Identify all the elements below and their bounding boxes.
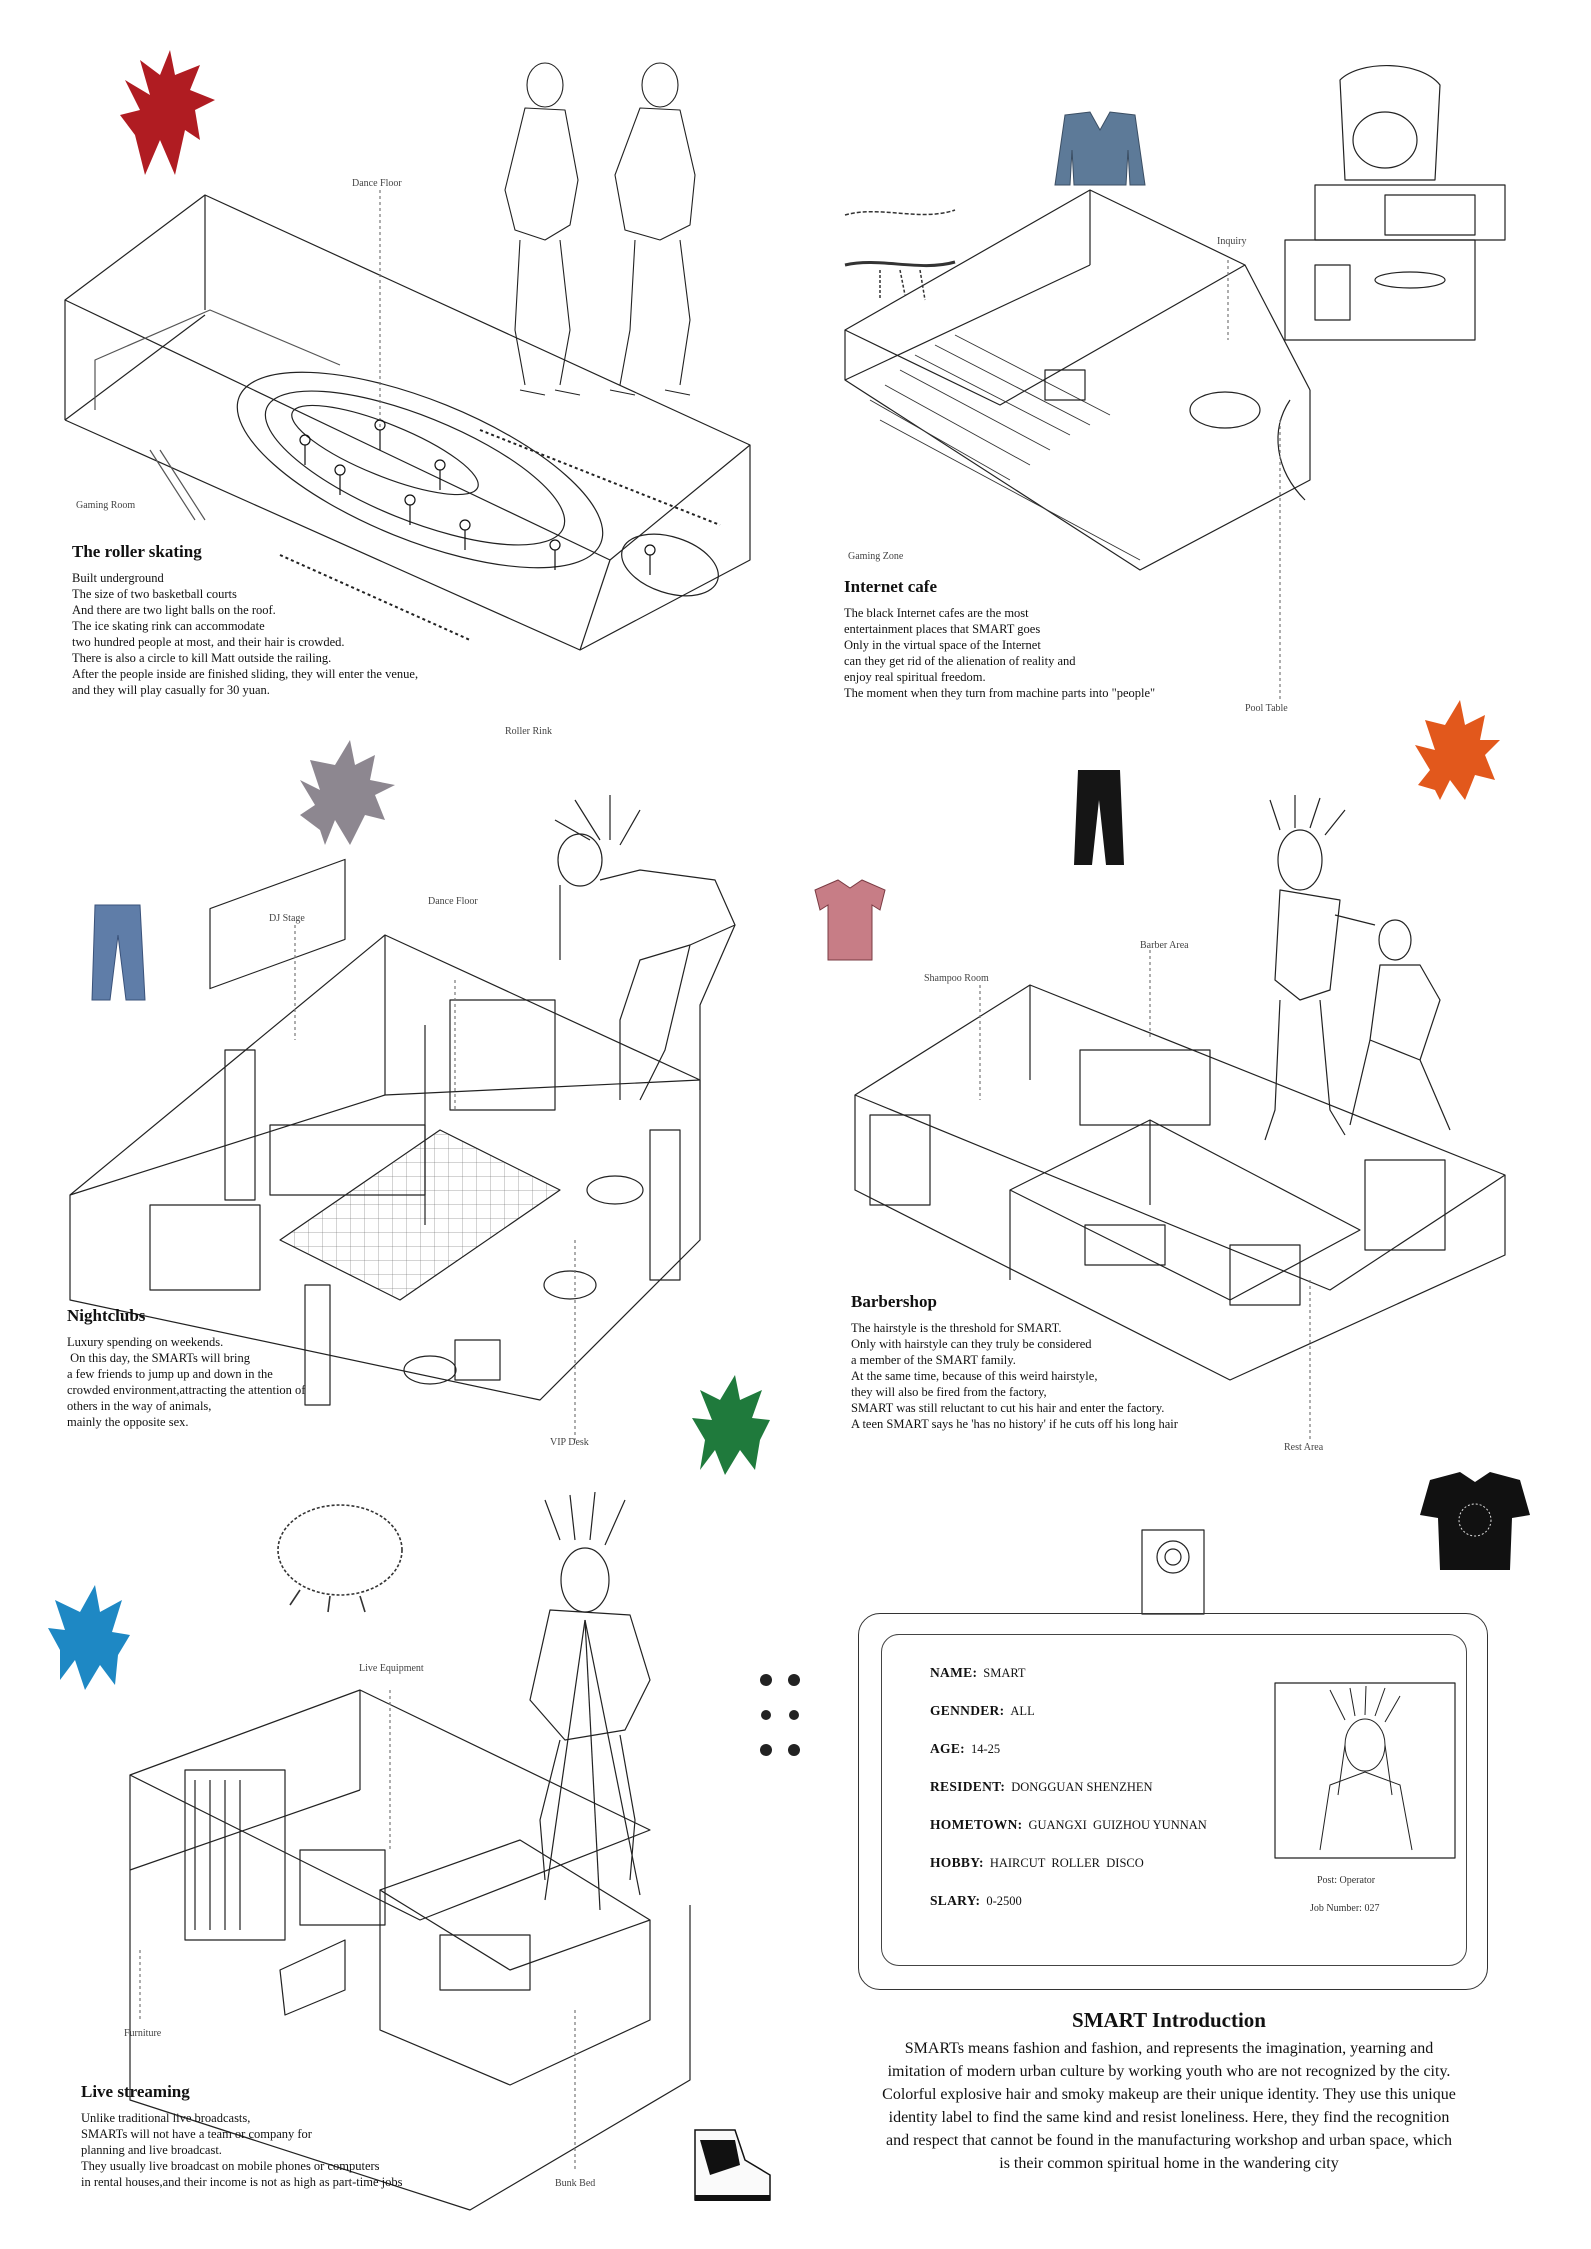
- field-key: HOMETOWN:: [930, 1817, 1023, 1832]
- text-line: Built underground: [72, 571, 164, 585]
- text-line: The ice skating rink can accommodate: [72, 619, 265, 633]
- gaming-zone-label: Gaming Zone: [848, 551, 904, 562]
- field-value: DONGGUAN SHENZHEN: [1011, 1780, 1153, 1794]
- field-salary: [930, 1893, 1022, 1909]
- intro-line: is their common spiritual home in the wandering city: [999, 2155, 1339, 2172]
- rest-area-label: Rest Area: [1284, 1442, 1324, 1453]
- vip-desk-label: VIP Desk: [550, 1437, 589, 1448]
- barber-area-label: Barber Area: [1140, 940, 1189, 951]
- intro-line: Colorful explosive hair and smoky makeup are their unique identity. They use this unique: [882, 2086, 1456, 2103]
- inquiry-label: Inquiry: [1217, 236, 1247, 247]
- wig-blue-icon: [48, 1585, 130, 1690]
- text-line: a member of the SMART family.: [851, 1353, 1016, 1367]
- ripped-jeans-icon: [92, 905, 145, 1000]
- bunk-bed-label: Bunk Bed: [555, 2178, 596, 2189]
- field-value: GUANGXI GUIZHOU YUNNAN: [1028, 1818, 1207, 1832]
- intro-title: SMART Introduction: [1072, 2008, 1266, 2032]
- field-value: ALL: [1010, 1704, 1035, 1718]
- wig-orange-icon: [1415, 700, 1500, 800]
- black-tshirt-icon: [1420, 1472, 1530, 1570]
- roller-rink-label: Roller Rink: [505, 726, 552, 737]
- id-card-inner: [881, 1634, 1467, 1966]
- shampoo-room-label: Shampoo Room: [924, 973, 989, 984]
- denim-jacket-icon: [1055, 112, 1145, 185]
- chain-belt-icon: [845, 210, 955, 300]
- live-equipment-label: Live Equipment: [359, 1663, 424, 1674]
- live-streaming-section: [81, 2082, 461, 2190]
- text-line: two hundred people at most, and their hair is crowded.: [72, 635, 345, 649]
- necklace-icon: [278, 1505, 402, 1612]
- wig-gray-icon: [300, 740, 395, 845]
- text-line: SMART was still reluctant to cut his hair and enter the factory.: [851, 1401, 1165, 1415]
- internet-cafe-section: [844, 577, 1244, 701]
- intro-line: and respect that cannot be found in the manufacturing workshop and urban space, which: [885, 2132, 1453, 2149]
- section-title: Nightclubs: [67, 1306, 146, 1325]
- text-line: entertainment places that SMART goes: [844, 622, 1041, 636]
- field-key: NAME:: [930, 1665, 978, 1680]
- pool-table-label: Pool Table: [1245, 703, 1288, 714]
- text-line: There is also a circle to kill Matt outside the railing.: [72, 651, 332, 665]
- sneaker-icon: [695, 2130, 770, 2201]
- text-line: Luxury spending on weekends.: [67, 1335, 224, 1349]
- field-key: RESIDENT:: [930, 1779, 1006, 1794]
- text-line: can they get rid of the alienation of reality and: [844, 654, 1076, 668]
- text-line: They usually live broadcast on mobile phones or computers: [81, 2159, 380, 2173]
- text-line: Unlike traditional live broadcasts,: [81, 2111, 251, 2125]
- text-line: A teen SMART says he 'has no history' if he cuts off his long hair: [851, 1417, 1178, 1431]
- dance-floor-2-label: Dance Floor: [428, 896, 478, 907]
- section-title: Internet cafe: [844, 577, 937, 596]
- field-hobby: [930, 1855, 1144, 1871]
- text-line: The black Internet cafes are the most: [844, 606, 1029, 620]
- text-line: The size of two basketball courts: [72, 587, 237, 601]
- field-key: AGE:: [930, 1741, 965, 1756]
- text-line: others in the way of animals,: [67, 1399, 212, 1413]
- field-value: 0-2500: [986, 1894, 1022, 1908]
- job-number-label: Job Number: 027: [1310, 1903, 1380, 1914]
- text-line: they will also be fired from the factory,: [851, 1385, 1047, 1399]
- text-line: a few friends to jump up and down in the: [67, 1367, 273, 1381]
- intro-line: imitation of modern urban culture by working youth who are not recognized by the city.: [887, 2063, 1451, 2080]
- text-line: enjoy real spiritual freedom.: [844, 670, 986, 684]
- wig-green-icon: [692, 1375, 770, 1475]
- intro-line: identity label to find the same kind and resist loneliness. Here, they find the recognition: [888, 2109, 1450, 2126]
- field-gender: [930, 1703, 1035, 1719]
- earring-icon: [760, 1674, 800, 1756]
- field-name: [930, 1665, 1026, 1681]
- barbershop-section: [851, 1292, 1251, 1432]
- intro-line: SMARTs means fashion and fashion, and represents the imagination, yearning and: [904, 2040, 1434, 2057]
- field-value: SMART: [983, 1666, 1026, 1680]
- field-key: GENNDER:: [930, 1703, 1005, 1718]
- field-key: SLARY:: [930, 1893, 981, 1908]
- black-jeans-icon: [1074, 770, 1124, 865]
- field-resident: [930, 1779, 1153, 1795]
- section-title: Barbershop: [851, 1292, 937, 1311]
- text-line: The hairstyle is the threshold for SMART.: [851, 1321, 1062, 1335]
- nightclubs-section: [67, 1306, 387, 1430]
- field-value: HAIRCUT ROLLER DISCO: [989, 1856, 1144, 1870]
- text-line: The moment when they turn from machine parts into "people": [844, 686, 1156, 700]
- furniture-label: Furniture: [124, 2028, 162, 2039]
- smart-introduction: [824, 2008, 1514, 2175]
- field-age: [930, 1741, 1000, 1757]
- text-line: crowded environment,attracting the attention of: [67, 1383, 306, 1397]
- gaming-room-label: Gaming Room: [76, 500, 136, 511]
- dance-floor-label: Dance Floor: [352, 178, 402, 189]
- wig-red-icon: [120, 50, 215, 175]
- field-key: HOBBY:: [930, 1855, 984, 1870]
- text-line: And there are two light balls on the roof.: [72, 603, 276, 617]
- roller-skating-section: [72, 542, 492, 698]
- text-line: mainly the opposite sex.: [67, 1415, 189, 1429]
- text-line: After the people inside are finished sliding, they will enter the venue,: [72, 667, 419, 681]
- section-title: The roller skating: [72, 542, 202, 561]
- text-line: On this day, the SMARTs will bring: [67, 1351, 250, 1365]
- field-value: 14-25: [970, 1742, 1001, 1756]
- text-line: planning and live broadcast.: [81, 2143, 222, 2157]
- post-label: Post: Operator: [1317, 1875, 1376, 1886]
- text-line: Only with hairstyle can they truly be considered: [851, 1337, 1092, 1351]
- field-hometown: [930, 1817, 1207, 1833]
- text-line: Only in the virtual space of the Internet: [844, 638, 1041, 652]
- patterned-shirt-icon: [815, 880, 885, 960]
- dj-stage-label: DJ Stage: [269, 913, 305, 924]
- text-line: in rental houses,and their income is not as high as part-time jobs: [81, 2175, 403, 2189]
- text-line: and they will play casually for 30 yuan.: [72, 683, 270, 697]
- text-line: At the same time, because of this weird hairstyle,: [851, 1369, 1098, 1383]
- section-title: Live streaming: [81, 2082, 190, 2101]
- text-line: SMARTs will not have a team or company for: [81, 2127, 312, 2141]
